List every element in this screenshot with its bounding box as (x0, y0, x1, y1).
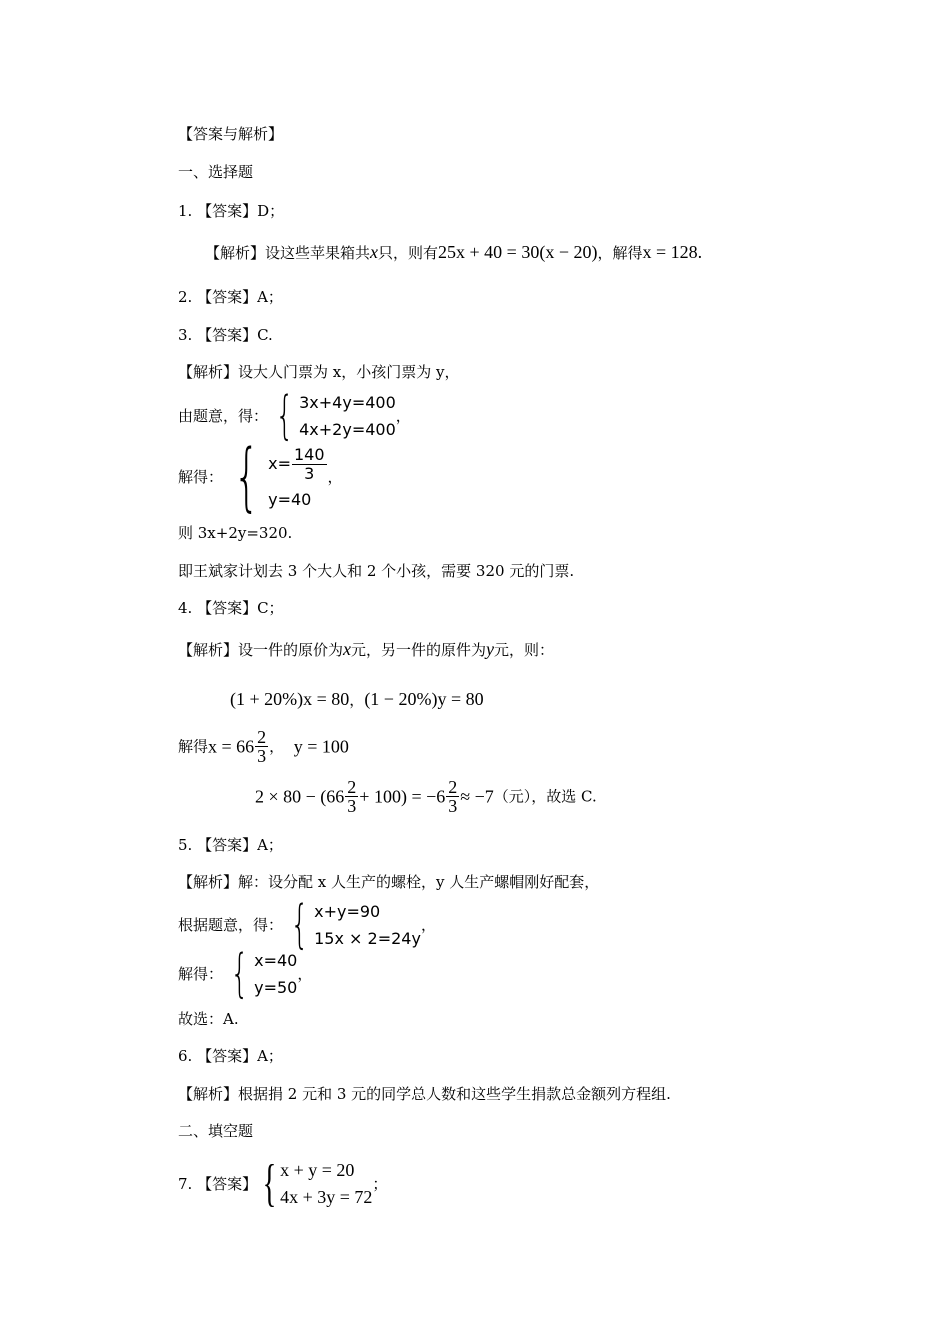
q5-sys-lead: 根据题意，得： (178, 916, 284, 934)
q4-eq2: (1 − 20%)y = 80 (364, 689, 484, 709)
q3-x-den: 3 (304, 463, 315, 483)
q4-sep2: ， (269, 737, 285, 756)
q4-calc-line (255, 778, 597, 815)
q4-eq1: (1 + 20%)x = 80 (230, 689, 350, 709)
q7-row1: x + y = 20 (280, 1160, 355, 1180)
q4-solve-line (178, 728, 349, 765)
q3-x-fraction (292, 446, 327, 483)
q3-comma: ， (395, 407, 411, 425)
q5-comma: ， (420, 916, 436, 934)
q4-x-frac (255, 728, 268, 765)
q1-equation: 25x + 40 = 30(x − 20) (438, 242, 598, 262)
q7-row2: 4x + 3y = 72 (280, 1187, 373, 1207)
q7-answer: 7. 【答案】 (178, 1175, 258, 1193)
q4-l1a: 【解析】设一件的原价为 (178, 641, 344, 659)
q4-x-eq: x = 66 (208, 736, 255, 757)
q4-analysis (178, 639, 554, 660)
q4-calc-c: ≈ −7 (460, 786, 494, 807)
q1-analysis (205, 242, 702, 263)
q3-analysis: 【解析】设大人门票为 x，小孩门票为 y， (178, 363, 460, 381)
q3-system-line (178, 386, 411, 446)
q1-answer: 1. 【答案】D； (178, 202, 285, 220)
q4-calc-a: 2 × 80 − (66 (255, 786, 345, 807)
q4-solve-lead: 解得 (178, 737, 209, 756)
q3-x-lead: x= (268, 453, 291, 473)
q4-sep: ， (349, 691, 365, 709)
q3-x-num: 140 (293, 444, 325, 464)
q5-sol-row1: x=40 (254, 951, 298, 970)
q5-sol-row2: y=50 (254, 978, 298, 997)
q4-l1c: 元，则： (494, 641, 555, 659)
q5-answer: 5. 【答案】A； (178, 836, 283, 854)
answer-heading: 【答案与解析】 (178, 125, 284, 143)
q3-solution-line (178, 434, 343, 520)
q3-solution-system: { x= $\frac{140}{3}$ y=40 (223, 440, 328, 514)
section-choice: 一、选择题 (178, 163, 254, 181)
q7-tail: ； (372, 1175, 388, 1193)
q4-cf1-num: 2 (347, 777, 357, 797)
q5-sol-lead: 解得： (178, 965, 224, 983)
q4-vx: x (343, 639, 352, 659)
q3-sys-lead: 由题意，得： (178, 407, 269, 425)
q3-answer: 3. 【答案】C. (178, 326, 273, 344)
q4-cf2-num: 2 (448, 777, 458, 797)
q3-sol-lead: 解得： (178, 468, 224, 486)
q3-y-line: y=40 (268, 489, 312, 509)
q3-comma2: ， (327, 468, 343, 486)
q3-system: { 3x+4y=400 4x+2y=400 (275, 386, 396, 446)
q4-x-den: 3 (257, 746, 267, 766)
q1-solve: ，解得 (597, 244, 643, 262)
q4-answer: 4. 【答案】C； (178, 599, 284, 617)
q6-answer: 6. 【答案】A； (178, 1047, 283, 1065)
q4-x-num: 2 (257, 727, 267, 747)
q6-analysis: 【解析】根据捐 2 元和 3 元的同学总人数和这些学生捐款总金额列方程组. (178, 1085, 671, 1103)
q7-line (178, 1157, 387, 1211)
q4-calc-frac1 (345, 778, 358, 815)
q5-conclusion: 故选：A. (178, 1010, 239, 1028)
q4-calc-tail: （元），故选 C. (493, 787, 597, 806)
q3-then: 则 3x+2y=320. (178, 524, 293, 542)
q5-analysis: 【解析】解：设分配 x 人生产的螺栓，y 人生产螺帽刚好配套， (178, 873, 600, 891)
q5-sys-row1: x+y=90 (314, 902, 381, 921)
q4-calc-frac2 (446, 778, 459, 815)
q1-lead: 【解析】设这些苹果箱共 (205, 244, 371, 262)
q4-calc-b: + 100) = −6 (359, 786, 446, 807)
q3-sys-row1: 3x+4y=400 (299, 393, 396, 412)
q4-y-eq: y = 100 (293, 736, 349, 757)
q5-system-line (178, 895, 436, 955)
section-fill: 二、填空题 (178, 1122, 254, 1140)
q5-solution-system: { x=40 y=50 (230, 944, 298, 1004)
q4-cf2-den: 3 (448, 796, 458, 816)
q1-result: x = 128. (642, 242, 703, 262)
q1-var: x (370, 242, 379, 262)
q4-equations (230, 689, 484, 710)
q1-mid: 只，则有 (378, 244, 439, 262)
q3-sys-row2: 4x+2y=400 (299, 420, 396, 439)
q5-comma2: ， (297, 965, 313, 983)
q4-l1b: 元，另一件的原件为 (351, 641, 487, 659)
q4-vy: y (486, 639, 495, 659)
q5-solution-line (178, 944, 313, 1004)
q7-system: { x + y = 20 4x + 3y = 72 (262, 1155, 373, 1212)
q4-cf1-den: 3 (347, 796, 357, 816)
q5-sys-row2: 15x × 2=24y (314, 929, 421, 948)
q5-system: { x+y=90 15x × 2=24y (290, 895, 421, 955)
q3-conclusion: 即王斌家计划去 3 个大人和 2 个小孩，需要 320 元的门票. (178, 562, 575, 580)
q2-answer: 2. 【答案】A； (178, 288, 283, 306)
